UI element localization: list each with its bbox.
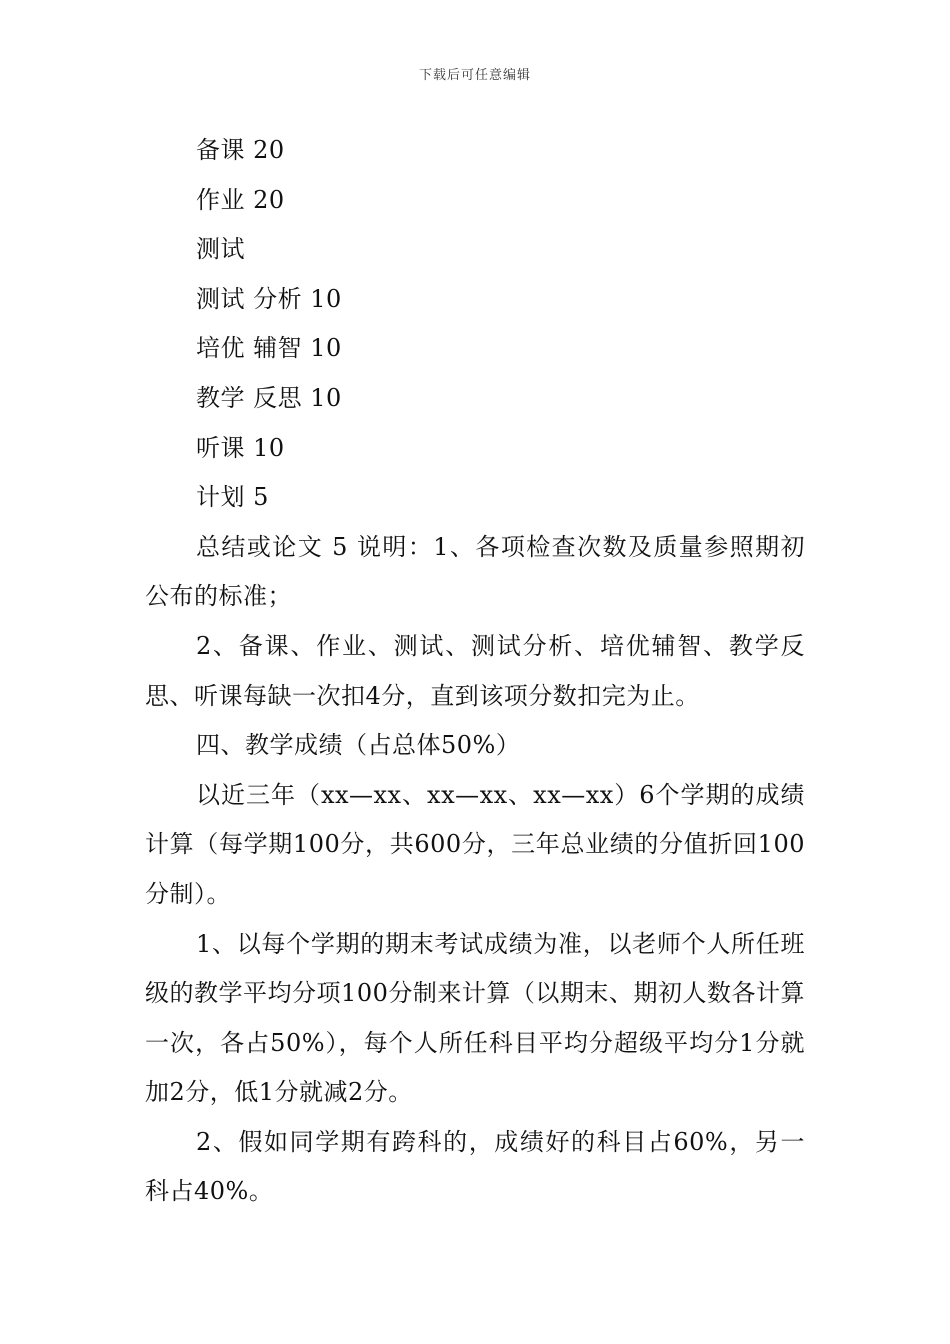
score-item-class-observation: 听课 10: [196, 433, 285, 462]
page-header: 下载后可任意编辑: [418, 68, 531, 83]
paragraph-summary-note: 总结或论文 5 说明：1、各项检查次数及质量参照期初公布的标准；: [145, 532, 805, 611]
score-item-homework: 作业 20: [196, 185, 285, 214]
paragraph-calculation-basis: 以近三年（xx—xx、xx—xx、xx—xx）6个学期的成绩计算（每学期100分，共600分，三年总业绩的分值折回100分制）。: [145, 780, 805, 908]
score-item-lesson-prep: 备课 20: [196, 136, 285, 164]
score-item-test: 测试: [196, 235, 245, 264]
score-item-teaching-reflection: 教学 反思 10: [196, 383, 342, 412]
score-item-test-analysis: 测试 分析 10: [196, 284, 342, 313]
paragraph-deduction-rule: 2、备课、作业、测试、测试分析、培优辅智、教学反思、听课每缺一次扣4分，直到该项分数扣完为止。: [145, 631, 805, 710]
score-item-plan: 计划 5: [196, 483, 269, 512]
paragraph-rule-1: 1、以每个学期的期末考试成绩为准，以老师个人所任班级的教学平均分项100分制来计算（以期末、期初人数各计算一次，各占50%），每个人所任科目平均分超级平均分1分就加2分，低1分就减2分。: [145, 929, 805, 1107]
score-item-tutoring: 培优 辅智 10: [196, 334, 342, 363]
section-heading-teaching-results: 四、教学成绩（占总体50%）: [196, 731, 521, 760]
paragraph-rule-2: 2、假如同学期有跨科的，成绩好的科目占60%，另一科占40%。: [145, 1127, 805, 1206]
document-body: [145, 126, 805, 1217]
